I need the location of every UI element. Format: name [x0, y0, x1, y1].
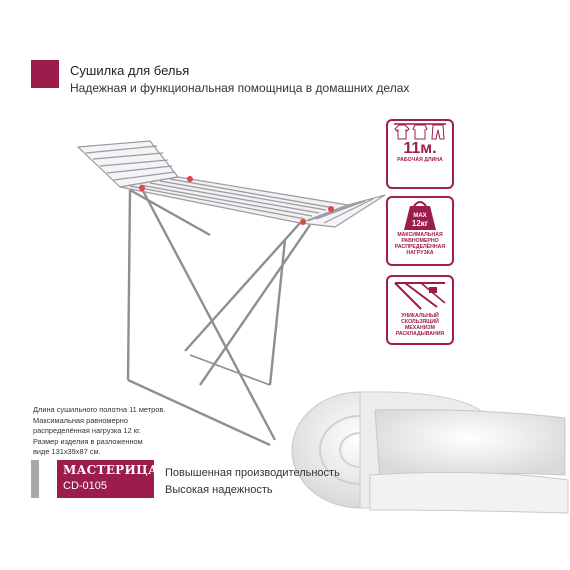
badge-mechanism-caption: УНИКАЛЬНЫЙ СКОЛЬЗЯЩИЙ МЕХАНИЗМ РАСКЛАДЫВАНИЯ [395, 313, 445, 337]
description-line: распределённая нагрузка 12 кг. [33, 426, 141, 435]
description-line: Длина сушильного полотна 11 метров. [33, 405, 166, 414]
model-code: CD-0105 [63, 480, 108, 492]
weight-icon [400, 198, 440, 232]
brand-color-square [31, 60, 59, 88]
feature-item: Повышенная производительность [165, 467, 340, 479]
feature-item: Высокая надежность [165, 484, 273, 496]
description-line: Размер изделия в разложенном [33, 436, 143, 446]
svg-text:MAX: MAX [413, 213, 427, 219]
page-subtitle: Надежная и функциональная помощница в домашних делах [70, 81, 410, 95]
model-box [57, 460, 159, 498]
badge-length [386, 119, 454, 189]
badge-weight [386, 196, 454, 266]
badge-weight-caption: МАКСИМАЛЬНАЯ РАВНОМЕРНО РАСПРЕДЕЛЁННАЯ НАГРУЗКА [394, 232, 446, 256]
clothes-icon [391, 121, 449, 141]
brand-name: МАСТЕРИЦА [63, 463, 159, 477]
slider-mechanism-icon [391, 277, 449, 313]
badge-mechanism [386, 275, 454, 345]
badge-length-value: 11м. [403, 140, 437, 157]
towels-image [290, 380, 570, 515]
description-line: Максимальная равномерно [33, 415, 128, 425]
svg-text:12кг: 12кг [411, 219, 429, 228]
description-line: виде 131х39х87 см. [33, 447, 101, 456]
decorative-grey-bar [31, 460, 39, 498]
product-description [33, 405, 203, 458]
page-title: Сушилка для белья [70, 63, 190, 78]
badge-length-caption: РАБОЧАЯ ДЛИНА [397, 157, 443, 163]
